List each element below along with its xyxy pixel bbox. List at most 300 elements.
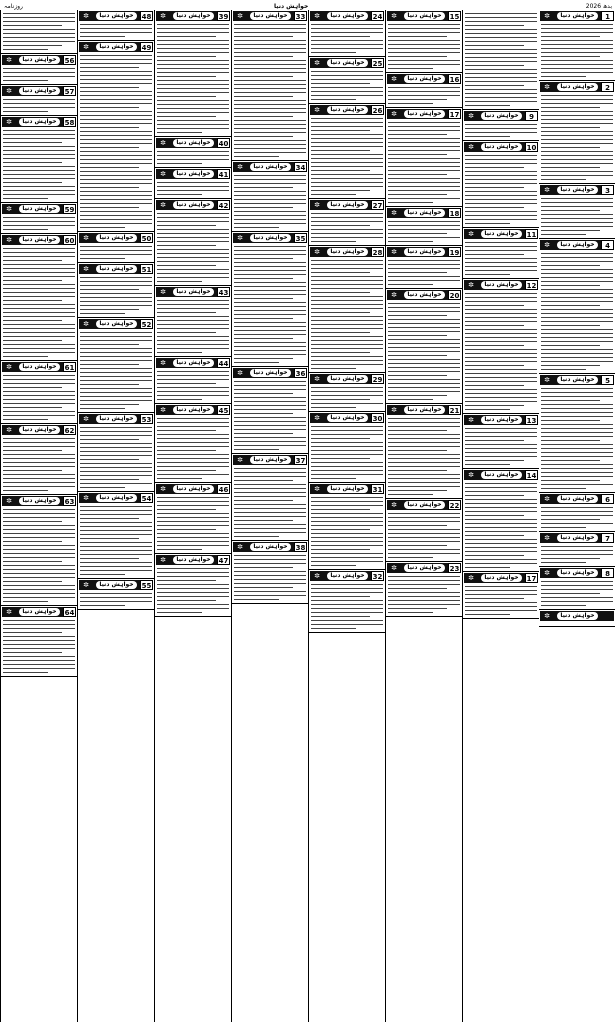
- text-line: [80, 368, 152, 369]
- text-line: [311, 158, 383, 159]
- ad-brand-label: خواہش دنیا: [557, 569, 598, 577]
- text-line: [388, 478, 460, 479]
- text-line: [80, 562, 152, 563]
- text-line: [541, 361, 613, 362]
- ad-brand-label: خواہش دنیا: [96, 581, 137, 589]
- ad-header: [310, 484, 384, 494]
- ad-text: [386, 513, 462, 561]
- text-line: [465, 97, 537, 98]
- brand-mark-icon: ✲: [391, 209, 397, 217]
- ad-brand-label: خواہش دنیا: [250, 456, 291, 464]
- text-line: [311, 474, 383, 475]
- ad-header: [233, 233, 307, 243]
- text-line: [465, 163, 537, 164]
- text-line: [465, 590, 537, 591]
- text-line: [388, 395, 447, 396]
- text-line: [388, 604, 460, 605]
- text-line: [465, 460, 524, 461]
- text-line: [234, 76, 293, 77]
- text-line: [3, 581, 62, 582]
- text-line: [465, 483, 537, 484]
- text-line: [465, 365, 524, 366]
- ad-brand-label: خواہش دنیا: [327, 485, 368, 493]
- text-line: [80, 471, 152, 472]
- text-line: [80, 352, 152, 353]
- text-line: [388, 541, 460, 542]
- text-line: [157, 399, 202, 400]
- text-line: [311, 438, 370, 439]
- text-line: [465, 171, 537, 172]
- classified-ad: [463, 229, 539, 279]
- text-line: [157, 446, 229, 447]
- text-line: [541, 210, 600, 211]
- brand-mark-icon: ✲: [314, 572, 320, 580]
- text-line: [80, 514, 152, 515]
- text-line: [157, 596, 229, 597]
- text-line: [157, 273, 229, 274]
- text-line: [80, 372, 152, 373]
- text-line: [541, 95, 613, 96]
- text-line: [465, 389, 537, 390]
- text-line: [80, 79, 152, 80]
- text-line: [80, 135, 152, 136]
- ad-text: [1, 438, 77, 494]
- text-line: [541, 99, 613, 100]
- ad-header: [2, 86, 76, 96]
- text-line: [465, 357, 537, 358]
- ad-brand-label: خواہش دنیا: [481, 143, 522, 151]
- ad-header: [156, 555, 230, 565]
- text-line: [157, 128, 229, 129]
- text-line: [311, 304, 383, 305]
- text-line: [465, 325, 524, 326]
- text-line: [311, 513, 383, 514]
- text-line: [388, 64, 460, 65]
- text-line: [234, 148, 306, 149]
- text-line: [388, 158, 460, 159]
- text-line: [388, 513, 460, 514]
- text-line: [465, 452, 537, 453]
- ad-header: [79, 414, 153, 424]
- text-line: [234, 484, 306, 485]
- text-line: [3, 458, 75, 459]
- text-line: [311, 336, 383, 337]
- text-line: [465, 444, 537, 445]
- ad-column: [0, 10, 77, 1022]
- brand-mark-icon: ✲: [160, 485, 166, 493]
- ad-brand-label: خواہش دنیا: [404, 406, 445, 414]
- brand-mark-icon: ✲: [237, 543, 243, 551]
- text-line: [3, 597, 75, 598]
- text-line: [311, 387, 383, 388]
- text-line: [388, 276, 460, 277]
- ad-text: [155, 213, 231, 285]
- classified-ad: [463, 142, 539, 228]
- text-line: [234, 397, 306, 398]
- text-line: [388, 170, 460, 171]
- ad-number: 28: [372, 249, 383, 257]
- brand-mark-icon: ✲: [314, 248, 320, 256]
- text-line: [465, 401, 537, 402]
- text-line: [541, 147, 600, 148]
- text-line: [388, 272, 447, 273]
- brand-mark-icon: ✲: [83, 43, 89, 51]
- text-line: [311, 217, 383, 218]
- text-line: [234, 124, 306, 125]
- text-line: [465, 81, 537, 82]
- text-line: [465, 262, 537, 263]
- text-line: [465, 195, 537, 196]
- text-line: [465, 381, 537, 382]
- text-line: [234, 179, 306, 180]
- text-line: [465, 85, 524, 86]
- ad-text: [386, 122, 462, 206]
- text-line: [311, 178, 383, 179]
- text-line: [541, 365, 600, 366]
- text-line: [541, 507, 613, 508]
- text-line: [311, 478, 356, 479]
- classified-ad: [386, 563, 462, 617]
- text-line: [541, 171, 613, 172]
- classified-ad: [78, 580, 154, 610]
- text-line: [541, 127, 600, 128]
- text-line: [311, 592, 383, 593]
- text-line: [157, 159, 229, 160]
- text-line: [234, 516, 306, 517]
- classified-ad: [1, 362, 77, 424]
- text-line: [157, 612, 202, 613]
- ad-number: 49: [141, 44, 152, 52]
- ad-number: 6: [601, 494, 614, 504]
- text-line: [311, 391, 383, 392]
- ad-header: [387, 208, 461, 218]
- ad-brand-label: خواہش دنیا: [557, 186, 598, 194]
- ad-text: [539, 253, 615, 373]
- text-line: [541, 52, 613, 53]
- text-line: [465, 361, 537, 362]
- text-line: [234, 290, 306, 291]
- text-line: [311, 324, 383, 325]
- ad-text: [78, 332, 154, 412]
- ad-text: [386, 303, 462, 403]
- ad-column: [308, 10, 385, 1022]
- text-line: [3, 13, 75, 14]
- text-line: [3, 352, 75, 353]
- text-line: [311, 458, 370, 459]
- text-line: [80, 439, 139, 440]
- text-line: [234, 96, 293, 97]
- ad-text: [539, 198, 615, 238]
- text-line: [80, 277, 152, 278]
- text-line: [465, 183, 537, 184]
- text-line: [234, 524, 306, 525]
- text-line: [80, 246, 152, 247]
- ad-column: [385, 10, 462, 1022]
- text-line: [388, 198, 460, 199]
- ad-number: 14: [526, 472, 537, 480]
- text-line: [157, 320, 229, 321]
- text-line: [157, 253, 229, 254]
- ad-text: [78, 593, 154, 609]
- text-line: [311, 36, 370, 37]
- text-line: [388, 434, 460, 435]
- ad-text: [463, 586, 539, 618]
- text-line: [80, 32, 152, 33]
- text-line: [311, 308, 383, 309]
- ad-number: 50: [141, 235, 152, 243]
- brand-mark-icon: ✲: [391, 501, 397, 509]
- brand-mark-icon: ✲: [83, 581, 89, 589]
- text-line: [388, 482, 460, 483]
- text-line: [465, 515, 524, 516]
- text-line: [157, 186, 229, 187]
- brand-mark-icon: ✲: [83, 12, 89, 20]
- text-line: [3, 660, 75, 661]
- text-line: [541, 357, 613, 358]
- ad-text: [539, 388, 615, 492]
- ad-text: [78, 246, 154, 262]
- text-line: [541, 72, 613, 73]
- text-line: [311, 356, 383, 357]
- text-line: [388, 103, 433, 104]
- text-line: [80, 199, 152, 200]
- text-line: [234, 68, 306, 69]
- text-line: [3, 446, 75, 447]
- text-line: [388, 383, 460, 384]
- text-line: [388, 182, 460, 183]
- text-line: [541, 404, 613, 405]
- brand-mark-icon: ✲: [6, 236, 12, 244]
- ad-text: [309, 497, 385, 569]
- classified-ad: [463, 13, 539, 110]
- text-line: [465, 69, 537, 70]
- text-line: [234, 136, 293, 137]
- text-line: [465, 333, 537, 334]
- text-line: [157, 249, 229, 250]
- text-line: [3, 138, 75, 139]
- text-line: [157, 300, 229, 301]
- text-line: [388, 557, 433, 558]
- brand-mark-icon: ✲: [6, 87, 12, 95]
- text-line: [80, 55, 152, 56]
- classified-ad: [155, 138, 231, 168]
- text-line: [234, 409, 306, 410]
- text-line: [157, 580, 216, 581]
- text-line: [3, 68, 75, 69]
- text-line: [3, 260, 62, 261]
- text-line: [465, 377, 537, 378]
- text-line: [541, 341, 613, 342]
- text-line: [234, 385, 306, 386]
- text-line: [80, 258, 125, 259]
- ad-header: [79, 42, 153, 52]
- text-line: [388, 438, 460, 439]
- text-line: [3, 150, 75, 151]
- text-line: [3, 549, 75, 550]
- text-line: [541, 412, 613, 413]
- text-line: [311, 430, 383, 431]
- ad-header: [387, 563, 461, 573]
- ad-number: 29: [372, 376, 383, 384]
- text-line: [541, 329, 613, 330]
- text-line: [3, 533, 75, 534]
- text-line: [157, 422, 229, 423]
- classified-ad: [232, 542, 308, 604]
- ad-column: [77, 10, 154, 1022]
- text-line: [465, 215, 537, 216]
- ad-brand-label: خواہش دنیا: [557, 534, 598, 542]
- ad-number: 33: [295, 13, 306, 21]
- text-line: [3, 450, 62, 451]
- text-line: [157, 241, 229, 242]
- text-line: [80, 159, 152, 160]
- classified-ad: [539, 375, 615, 493]
- text-line: [80, 171, 152, 172]
- text-line: [465, 313, 537, 314]
- text-line: [157, 513, 229, 514]
- text-line: [311, 118, 383, 119]
- text-line: [541, 206, 613, 207]
- text-line: [157, 387, 229, 388]
- text-line: [465, 57, 537, 58]
- ad-header: [310, 413, 384, 423]
- text-line: [3, 284, 75, 285]
- text-line: [311, 501, 383, 502]
- text-line: [465, 77, 537, 78]
- classified-ad: [155, 169, 231, 199]
- text-line: [157, 24, 229, 25]
- ad-brand-label: خواہش دنیا: [19, 205, 60, 213]
- text-line: [234, 199, 306, 200]
- text-line: [465, 128, 537, 129]
- text-line: [80, 518, 139, 519]
- ad-number: 20: [449, 292, 460, 300]
- text-line: [3, 419, 48, 420]
- text-line: [3, 486, 75, 487]
- text-line: [311, 182, 383, 183]
- classified-ad: [232, 368, 308, 454]
- ad-number: 31: [372, 486, 383, 494]
- text-line: [234, 250, 306, 251]
- text-line: [234, 599, 279, 600]
- text-line: [541, 523, 613, 524]
- text-line: [3, 312, 75, 313]
- text-line: [157, 541, 229, 542]
- text-line: [234, 381, 306, 382]
- text-line: [234, 219, 306, 220]
- text-line: [388, 190, 460, 191]
- ad-column: [462, 10, 539, 1022]
- ad-number: 16: [449, 76, 460, 84]
- classified-ad: [232, 455, 308, 541]
- text-line: [465, 598, 524, 599]
- text-line: [234, 92, 306, 93]
- text-line: [3, 509, 75, 510]
- text-line: [157, 509, 216, 510]
- text-line: [157, 92, 229, 93]
- classified-ad: [1, 496, 77, 606]
- text-line: [541, 277, 613, 278]
- text-line: [311, 174, 383, 175]
- brand-mark-icon: ✲: [83, 494, 89, 502]
- text-line: [234, 512, 306, 513]
- text-line: [3, 628, 75, 629]
- text-line: [541, 297, 613, 298]
- ad-header: [464, 415, 538, 425]
- text-line: [388, 202, 433, 203]
- ad-number: 48: [141, 13, 152, 21]
- text-line: [3, 648, 75, 649]
- ad-text: [1, 99, 77, 115]
- text-line: [388, 549, 460, 550]
- text-line: [3, 41, 75, 42]
- text-line: [80, 281, 152, 282]
- classified-ad: [539, 82, 615, 184]
- ad-header: [464, 142, 538, 152]
- text-line: [541, 527, 586, 528]
- text-line: [80, 593, 152, 594]
- text-line: [465, 159, 537, 160]
- text-line: [311, 332, 370, 333]
- text-line: [388, 612, 433, 613]
- ad-text: [539, 623, 615, 626]
- text-line: [311, 368, 356, 369]
- text-line: [157, 501, 229, 502]
- text-line: [388, 44, 460, 45]
- text-line: [157, 438, 229, 439]
- ad-number: 3: [601, 185, 614, 195]
- text-line: [311, 40, 383, 41]
- text-line: [541, 420, 600, 421]
- text-line: [541, 119, 613, 120]
- ad-brand-label: خواہش دنیا: [404, 12, 445, 20]
- text-line: [388, 91, 460, 92]
- text-line: [465, 602, 537, 603]
- classified-ad: [1, 55, 77, 85]
- text-line: [541, 111, 613, 112]
- ad-number: 26: [372, 107, 383, 115]
- text-line: [80, 167, 139, 168]
- text-line: [157, 277, 229, 278]
- ad-brand-label: خواہش دنیا: [173, 556, 214, 564]
- text-line: [465, 397, 537, 398]
- classified-ad: [309, 374, 385, 412]
- text-line: [234, 310, 306, 311]
- ad-brand-label: خواہش دنیا: [481, 574, 522, 582]
- ad-brand-label: خواہش دنیا: [19, 118, 60, 126]
- text-line: [80, 451, 152, 452]
- text-line: [80, 71, 152, 72]
- text-line: [465, 89, 537, 90]
- brand-mark-icon: ✲: [6, 56, 12, 64]
- text-line: [80, 191, 152, 192]
- text-line: [465, 250, 537, 251]
- ad-text: [155, 497, 231, 553]
- text-line: [541, 76, 586, 77]
- text-line: [465, 207, 524, 208]
- text-line: [465, 93, 537, 94]
- text-line: [234, 437, 306, 438]
- text-line: [3, 276, 75, 277]
- classified-ad: [539, 494, 615, 532]
- text-line: [80, 336, 152, 337]
- brand-mark-icon: ✲: [6, 205, 12, 213]
- ad-header: [233, 11, 307, 21]
- text-line: [388, 162, 460, 163]
- brand-mark-icon: ✲: [544, 241, 550, 249]
- text-line: [3, 490, 48, 491]
- text-line: [157, 40, 229, 41]
